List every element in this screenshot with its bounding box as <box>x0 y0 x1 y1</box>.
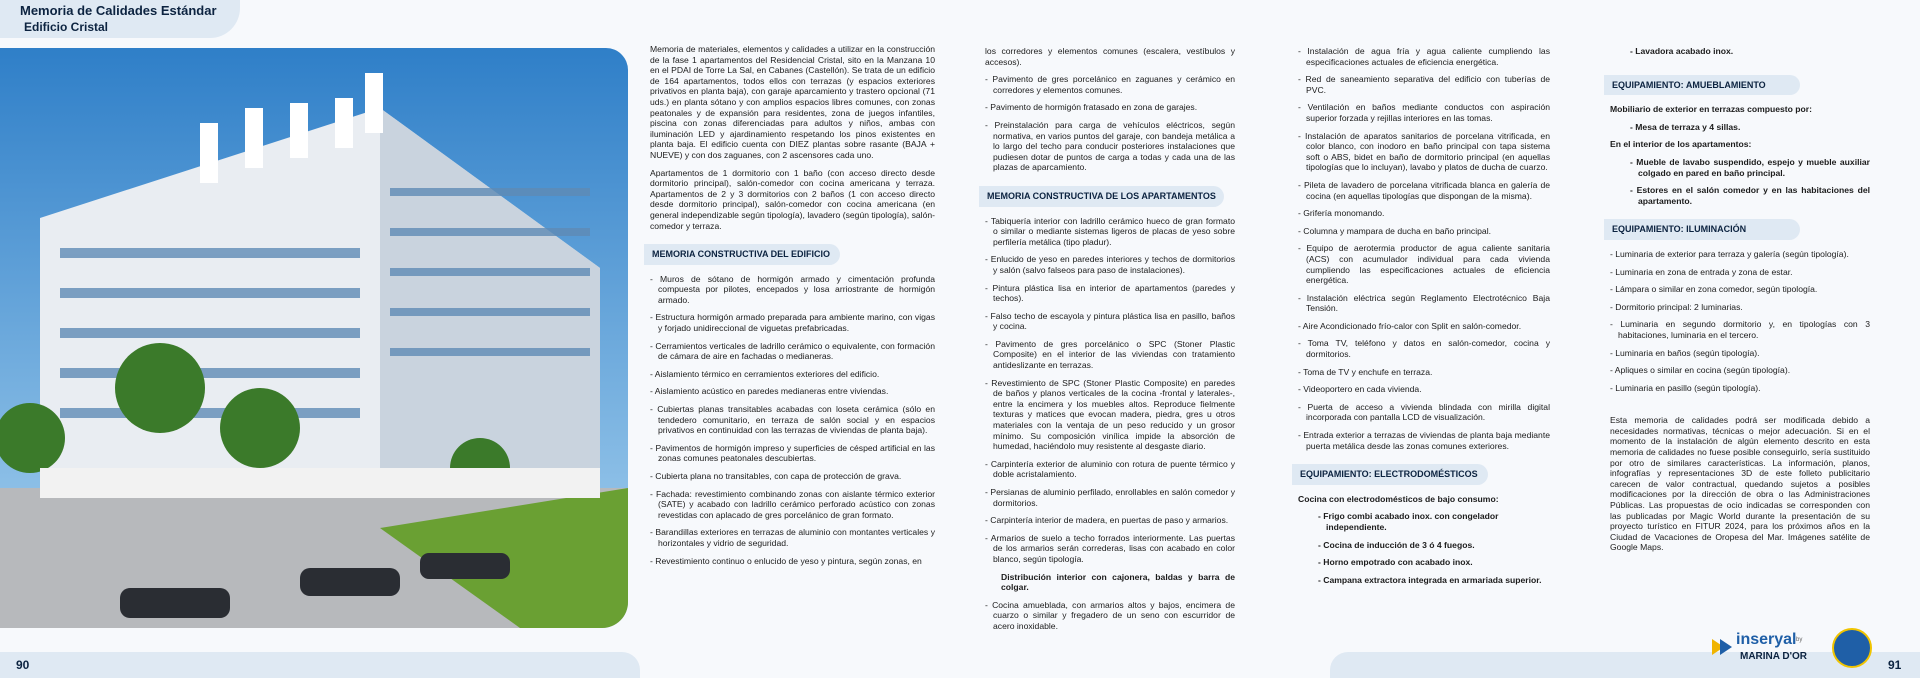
list-item: - Aislamiento térmico en cerramientos exteriores del edificio. <box>650 368 880 379</box>
list-item: - Carpintería interior de madera, en puertas de paso y armarios. <box>985 515 1229 526</box>
list-item: - Equipo de aerotermia productor de agua caliente sanitaria (ACS) con acumulador individual para cada vivienda cumpliendo las especificaciones actuales de eficiencia energética. <box>1298 243 1550 286</box>
list-item: - Persianas de aluminio perfilado, enrollables en salón comedor y dormitorios. <box>985 487 1235 508</box>
list-item: - Revestimiento continuo o enlucido de yeso y pintura, según zonas, en <box>650 555 922 566</box>
list-item: - Estructura hormigón armado preparada para ambiente marino, con vigas y forjado unidireccional de viguetas prefabricadas. <box>650 312 935 334</box>
page-number-left: 90 <box>16 658 30 672</box>
list-item: - Pintura plástica lisa en interior de apartamentos (paredes y techos). <box>985 282 1235 304</box>
list-item: - Grifería monomando. <box>1298 208 1385 219</box>
seal-icon <box>1832 628 1872 668</box>
page-number-right: 91 <box>1888 658 1902 672</box>
section-heading-amueblamiento: EQUIPAMIENTO: AMUEBLAMIENTO <box>1604 75 1800 96</box>
disclaimer-paragraph: Esta memoria de calidades podrá ser modificada debido a necesidades normativas, técnicas o mejor adecuación. Si en el momento de la instalación de algún elemento descrito en esta memoria de calidades no fuese posible conseguirlo, sería sustituido por otro de similares características. La información, planos, infografías y representaciones 3D de este folleto publicitario carecen de valor contractual, quedando sujetos a posibles modificaciones por la dirección de obra o las Administraciones Públicas. Las propuestas de ocio indicadas se corresponden con las publicadas por Magic World durante la presentación de su proyecto turístico en FITUR 2024, para los próximos años en la Ciudad de Vacaciones de Oropesa del Mar. Imágenes satélite de Google Maps. <box>1610 415 1870 553</box>
list-item: - Armarios de suelo a techo forrados interiormente. Las puertas de los armarios serán correderas, lisas con acabado en color blanco, según tipología. <box>985 532 1235 564</box>
list-item: - Cubierta plana no transitables, con capa de protección de grava. <box>650 471 902 481</box>
list-item: - Lavadora acabado inox. <box>1630 46 1734 56</box>
column-4 <box>1610 46 1870 560</box>
building-rendering-image <box>0 48 628 628</box>
list-item: - Tabiquería interior con ladrillo cerámico hueco de gran formato o similar o mediante sistemas ligeros de placas de yeso sobre perfilería metálica (tipo pladur). <box>985 215 1235 247</box>
list-item: - Barandillas exteriores en terrazas de aluminio con montantes verticales y horizontales y vidrio de seguridad. <box>650 527 935 548</box>
list-item: - Cocina amueblada, con armarios altos y bajos, encimera de cuarzo o similar y fregadero de un seno con escurridor de acero inoxidable. <box>985 599 1235 631</box>
appliances-lead: Cocina con electrodomésticos de bajo consumo: <box>1298 493 1499 504</box>
section-heading-iluminacion: EQUIPAMIENTO: ILUMINACIÓN <box>1604 219 1800 240</box>
list-item: - Dormitorio principal: 2 luminarias. <box>1610 301 1743 312</box>
list-item: - Frigo combi acabado inox. con congelador independiente. <box>1318 511 1499 532</box>
list-item: - Pileta de lavadero de porcelana vitrificada blanca en galería de cocina (en aquellas tipologías que dispongan de la misma). <box>1298 179 1550 201</box>
section-heading-apartamentos: MEMORIA CONSTRUCTIVA DE LOS APARTAMENTOS <box>979 186 1224 207</box>
list-item: - Instalación de aparatos sanitarios de porcelana vitrificada, en color blanco, con inodoro en baño principal con tapa sistema soft o ABS, bidet en baño de dormitorio principal (en aquellas tipologías que lo incluyan), lavabo y platos de ducha de cuarzo. <box>1298 130 1550 173</box>
list-item: - Campana extractora integrada en armariada superior. <box>1318 574 1542 585</box>
list-item: - Aislamiento acústico en paredes medianeras entre viviendas. <box>650 386 889 397</box>
list-item: - Pavimento de gres porcelánico en zaguanes y cerámico en corredores y elementos comunes. <box>985 74 1235 95</box>
section-heading-edificio: MEMORIA CONSTRUCTIVA DEL EDIFICIO <box>644 244 840 265</box>
list-item: - Cocina de inducción de 3 ó 4 fuegos. <box>1318 539 1475 550</box>
page-header <box>0 0 240 38</box>
list-item: - Columna y mampara de ducha en baño principal. <box>1298 225 1491 236</box>
list-item: - Luminaria en segundo dormitorio y, en tipologías con 3 habitaciones, luminaria en el tercero. <box>1610 319 1870 340</box>
list-item: - Cerramientos verticales de ladrillo cerámico o equivalente, con formación de cámara de aire en fachadas o medianeras. <box>650 340 935 362</box>
list-item: - Pavimento de hormigón fratasado en zona de garajes. <box>985 102 1198 113</box>
list-item: - Entrada exterior a terrazas de viviendas de planta baja mediante puerta metálica desde las zonas comunes exteriores. <box>1298 430 1550 451</box>
list-item: - Instalación de agua fría y agua caliente cumpliendo las especificaciones actuales de eficiencia energética. <box>1298 46 1550 67</box>
list-item: - Falso techo de escayola y pintura plástica lisa en pasillo, baños y cocina. <box>985 310 1235 332</box>
column-3 <box>1298 46 1550 592</box>
list-item: - Carpintería exterior de aluminio con rotura de puente térmico y doble acristalamiento. <box>985 458 1235 480</box>
column-1 <box>650 44 935 573</box>
footer-bar-right <box>1330 652 1920 678</box>
list-item: - Toma TV, teléfono y datos en salón-comedor, cocina y dormitorios. <box>1298 338 1550 360</box>
list-item: - Puerta de acceso a vivienda blindada con mirilla digital incorporada con pantalla LCD de visualización. <box>1298 401 1550 423</box>
list-item: Distribución interior con cajonera, baldas y barra de colgar. <box>1001 571 1235 593</box>
list-item: - Pavimentos de hormigón impreso y superficies de césped artificial en las zonas comunes peatonales descubiertas. <box>650 442 935 464</box>
list-item: - Fachada: revestimiento combinando zonas con aislante térmico exterior (SATE) y acabado con ladrillo cerámico perforado acústico con zonas revestidas con aplacado de gres porcelánico de gran formato. <box>650 488 935 520</box>
brand-name: inseryal <box>1736 631 1797 648</box>
brand-sub: MARINA D'OR <box>1740 651 1808 662</box>
interior-lead: En el interior de los apartamentos: <box>1610 139 1752 150</box>
list-item: - Luminaria de exterior para terraza y galería (según tipología). <box>1610 248 1849 259</box>
list-item: - Cubiertas planas transitables acabadas con loseta cerámica (sólo en tendedero comunitario, en terraza de salón social y en espacios privativos en continuidad con las terrazas de viviendas de planta baja). <box>650 404 935 436</box>
furniture-lead: Mobiliario de exterior en terrazas compuesto por: <box>1610 104 1812 115</box>
section-heading-electrodomesticos: EQUIPAMIENTO: ELECTRODOMÉSTICOS <box>1292 464 1488 485</box>
inseryal-mark-icon <box>1710 635 1734 659</box>
brand-by: by <box>1796 637 1803 643</box>
list-item: - Luminaria en pasillo (según tipología). <box>1610 382 1761 393</box>
list-item: - Aire Acondicionado frío-calor con Split en salón-comedor. <box>1298 320 1522 331</box>
footer-bar-left <box>0 652 640 678</box>
column-2 <box>985 46 1235 639</box>
list-item: - Apliques o similar en cocina (según tipología). <box>1610 365 1791 376</box>
apartments-paragraph: Apartamentos de 1 dormitorio con 1 baño (con acceso directo desde dormitorio principal), salón-comedor con cocina americana y terraza. Apartamentos de 2 y 3 dormitorios con 2 baños (1 con acceso directo desde dormitorio principal), salón-comedor con cocina americana (en general independizable según tipología), lavadero (según tipología), salón-comedor y terraza. <box>650 167 935 231</box>
list-item: - Estores en el salón comedor y en las habitaciones del apartamento. <box>1630 185 1870 206</box>
list-item: - Revestimiento de SPC (Stoner Plastic Composite) en paredes de baños y planos verticales de la cocina -frontal y laterales-, entre la encimera y los muebles altos. Reproduce fielmente texturas y matices que evocan madera, piedra, gres u otros materiales con la ventaja de un peso reducido y un grosor mínimo. Su composición vinílica impide la absorción de humedad, haciéndolo muy resistente al desgaste diario. <box>985 377 1235 452</box>
continuation-text: los corredores y elementos comunes (escalera, vestíbulos y accesos). <box>985 46 1235 67</box>
list-item: - Enlucido de yeso en paredes interiores y techos de dormitorios y salón (salvo falseos para paso de instalaciones). <box>985 254 1235 275</box>
list-item: - Lámpara o similar en zona comedor, según tipología. <box>1610 284 1818 295</box>
list-item: - Toma de TV y enchufe en terraza. <box>1298 366 1433 377</box>
list-item: - Ventilación en baños mediante conductos con aspiración superior forzada y rejillas interiores en las tomas. <box>1298 102 1550 123</box>
intro-paragraph: Memoria de materiales, elementos y calidades a utilizar en la construcción de la fase 1 apartamentos del Residencial Cristal, sito en la Manzana 10 en el PDAI de Torre La Sal, en Cabanes (Castellón). Se trata de un edificio de 164 apartamentos, todos ellos con terrazas (y espacios exteriores privativos en planta baja), con garaje aparcamiento y trastero opcional (71 uds.) en planta sótano y con amplios espacios libres comunes, con zonas peatonales y de expansión para residentes, zona de juegos infantiles, piscina con zonas diferenciadas para adultos y niños, ambas con iluminación LED y ajardinamiento respetando los pinos existentes en planta baja. El edificio cuenta con DIEZ plantas sobre rasante (BAJA + NUEVE) y con dos zaguanes, con 2 ascensores cada uno. <box>650 44 935 160</box>
list-item: - Mueble de lavabo suspendido, espejo y mueble auxiliar colgado en pared en baño principal. <box>1630 156 1870 178</box>
list-item: - Red de saneamiento separativa del edificio con tuberías de PVC. <box>1298 74 1550 95</box>
list-item: - Instalación eléctrica según Reglamento Electrotécnico Baja Tensión. <box>1298 292 1550 314</box>
list-item: - Pavimento de gres porcelánico o SPC (Stoner Plastic Composite) en el interior de las viviendas con tratamiento antideslizante en terrazas. <box>985 338 1235 371</box>
list-item: - Videoportero en cada vivienda. <box>1298 384 1422 395</box>
document-subtitle: Edificio Cristal <box>24 20 109 34</box>
list-item: - Preinstalación para carga de vehículos eléctricos, según normativa, en varios puntos del garaje, con bandeja metálica a lo largo del techo para conducir posteriores instalaciones que pudiesen dotar de puntos de carga a todas y cada una de las plazas de aparcamiento. <box>985 119 1235 173</box>
list-item: - Mesa de terraza y 4 sillas. <box>1630 121 1741 132</box>
inseryal-logo <box>1710 629 1810 669</box>
list-item: - Luminaria en baños (según tipología). <box>1610 347 1760 358</box>
list-item: - Muros de sótano de hormigón armado y cimentación profunda compuesta por pilotes, encepados y losa arriostrante de hormigón armado. <box>650 273 935 305</box>
document-title: Memoria de Calidades Estándar <box>20 3 217 18</box>
list-item: - Horno empotrado con acabado inox. <box>1318 557 1473 568</box>
list-item: - Luminaria en zona de entrada y zona de estar. <box>1610 266 1793 277</box>
